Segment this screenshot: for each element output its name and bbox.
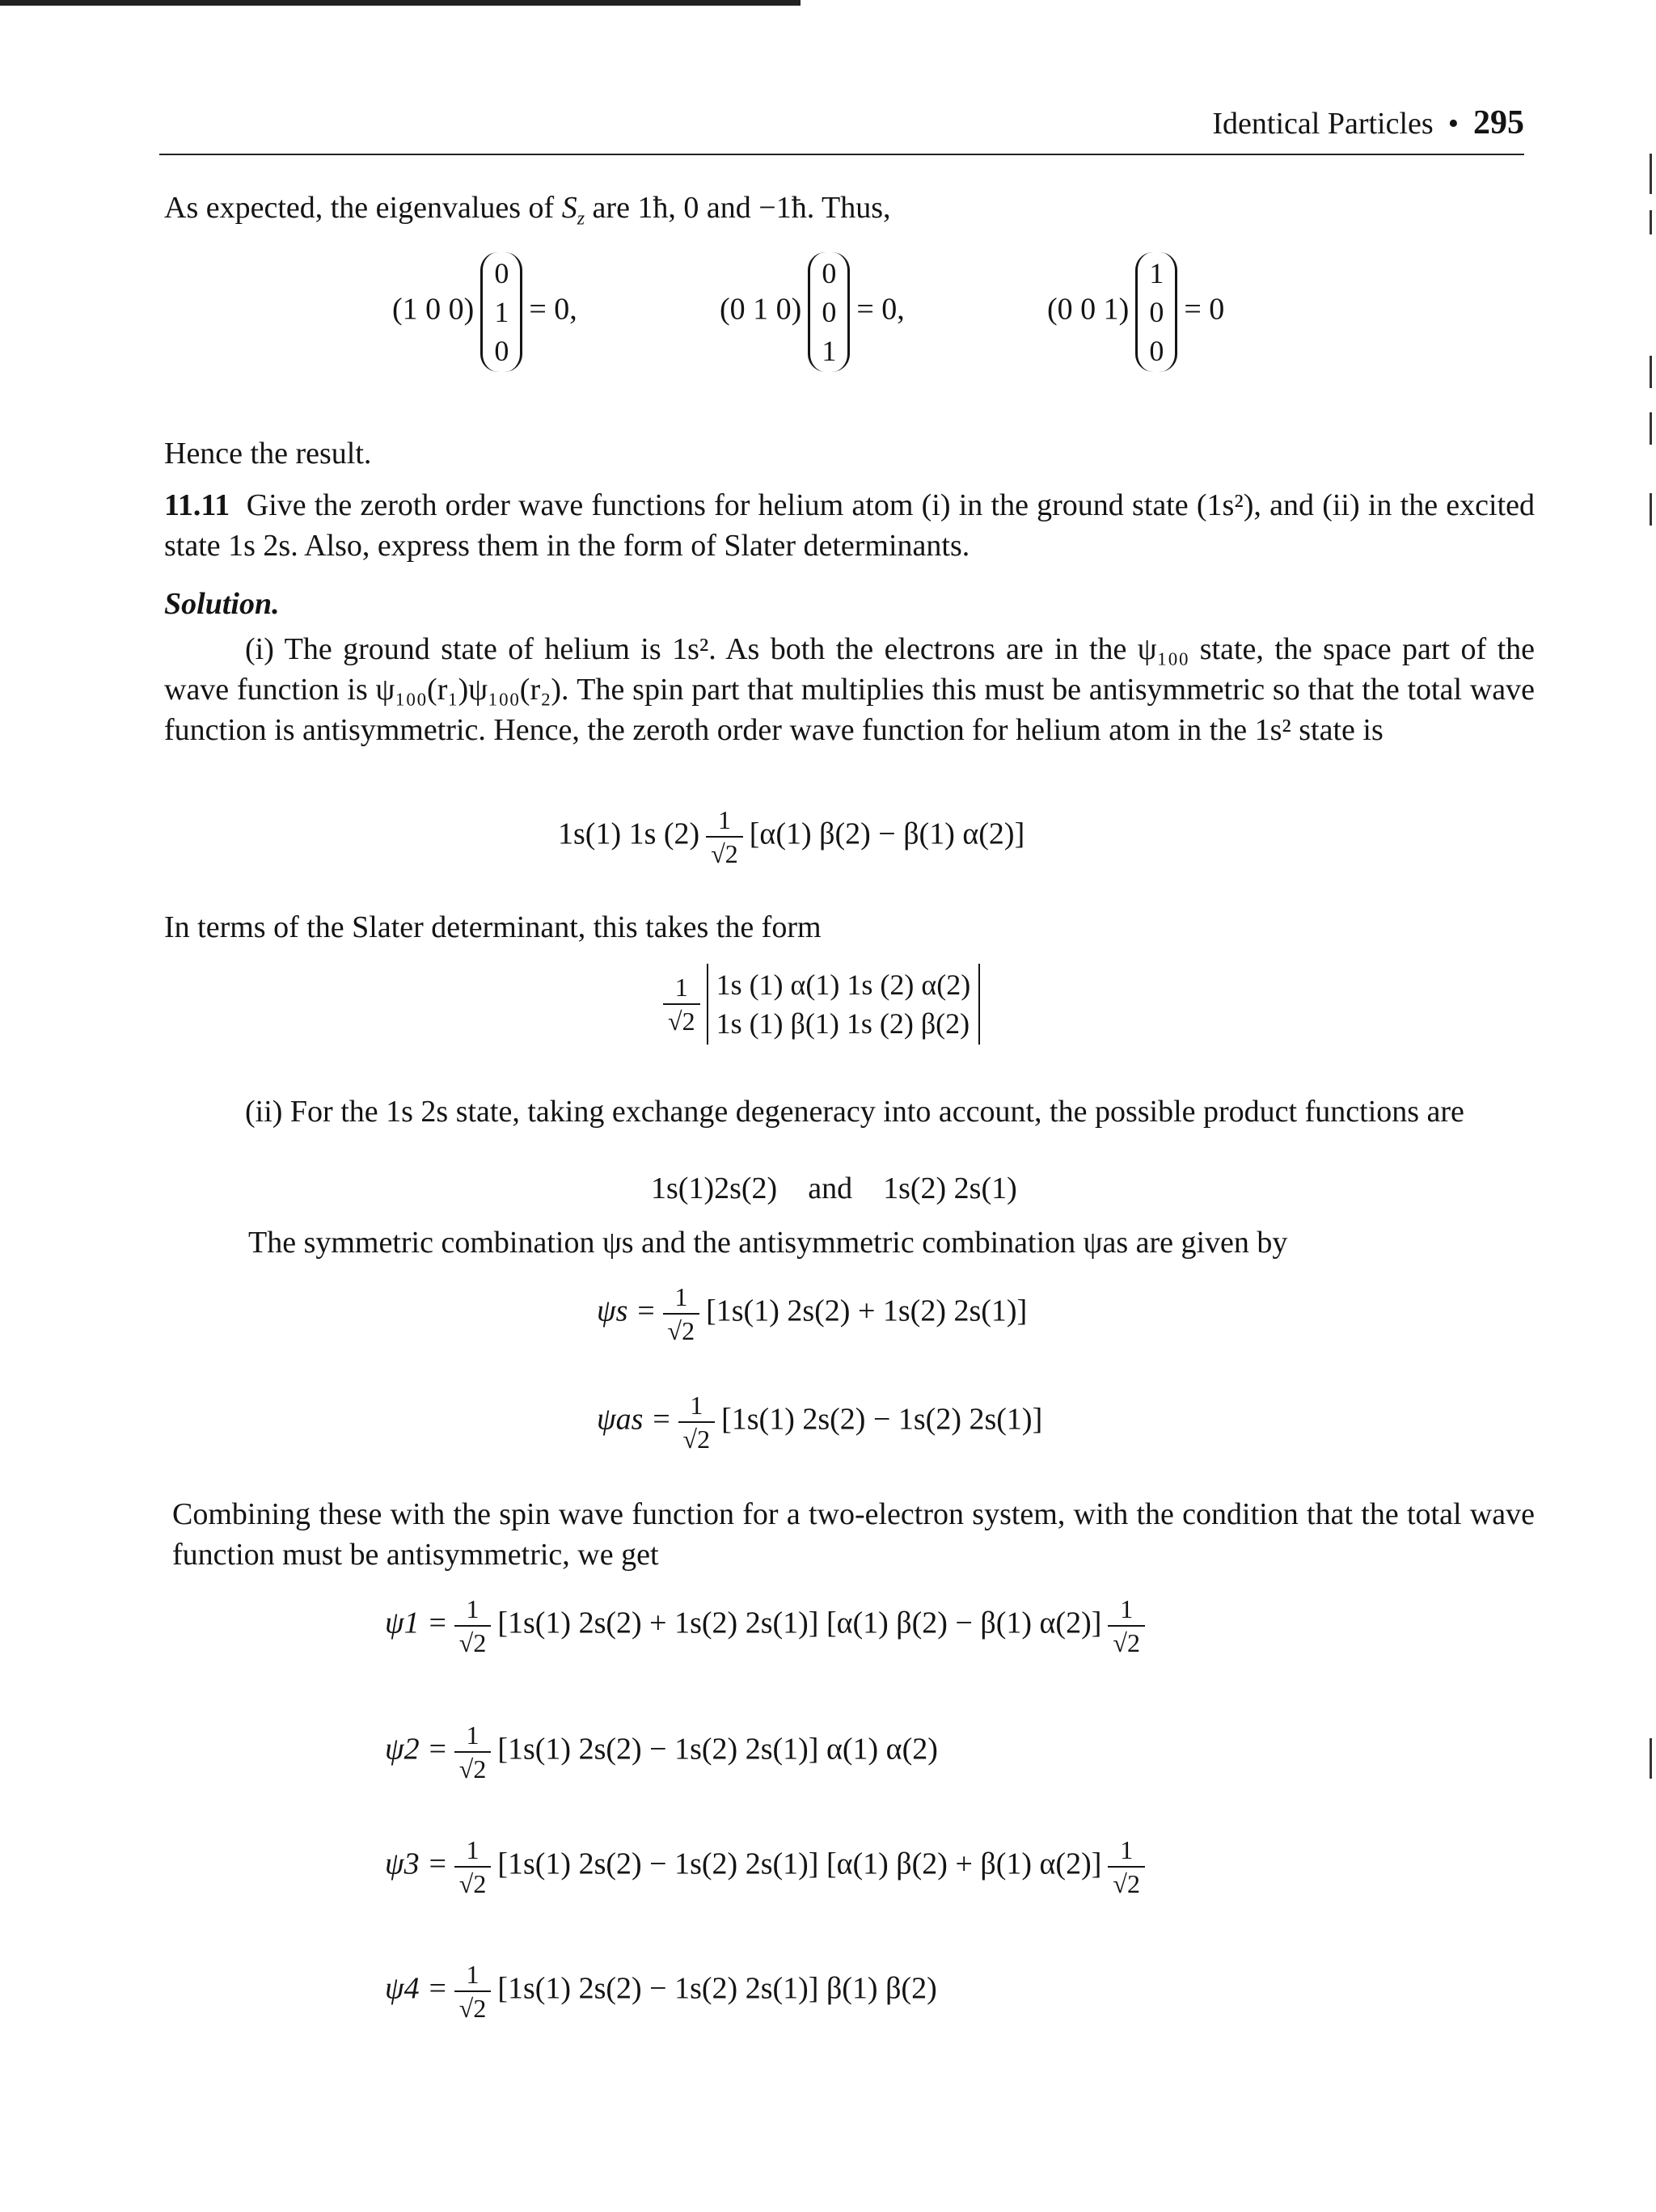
fraction: $\frac{1}{√2}$	[454, 1722, 492, 1782]
column-vector: 0 1 0	[480, 252, 522, 372]
scan-edge-mark	[1650, 412, 1652, 445]
equation-psi-2: ψ2 = $\frac{1}{√2}$ [1s(1) 2s(2) − 1s(2) 2s(1)] α(1) α(2)	[385, 1720, 938, 1784]
fraction: $\frac{1}{√2}$	[706, 807, 743, 867]
hence-line: Hence the result.	[164, 437, 372, 471]
problem-11-11	[164, 485, 1535, 566]
problem-text: Give the zeroth order wave functions for helium atom (i) in the ground state (1s²), and (ii) in the excited state 1s 2s. Also, express them in the form of Slater determinants.	[164, 488, 1535, 563]
slater-intro: In terms of the Slater determinant, this takes the form	[164, 910, 822, 944]
paragraph-excited-state: (ii) For the 1s 2s state, taking exchange degeneracy into account, the possible product functions are	[245, 1095, 1464, 1129]
determinant: 1s (1) α(1) 1s (2) α(2) 1s (1) β(1) 1s (2) β(2)	[707, 964, 981, 1045]
fraction: $\frac{1}{√2}$	[663, 974, 700, 1034]
equation-psi-3: ψ3 = $\frac{1}{√2}$ [1s(1) 2s(2) − 1s(2) 2s(1)] [α(1) β(2) + β(1) α(2)] $\frac{1}{√2}$	[385, 1837, 1151, 1897]
solution-label: Solution.	[164, 587, 280, 621]
matrix-product-3: (0 0 1) 1 0 0 = 0	[1047, 252, 1224, 372]
fraction: $\frac{1}{√2}$	[663, 1284, 700, 1344]
page-number: 295	[1473, 104, 1524, 141]
column-vector: 0 0 1	[808, 252, 850, 372]
scan-top-edge	[0, 0, 801, 6]
fraction: $\frac{1}{√2}$	[454, 1961, 492, 2021]
fraction: $\frac{1}{√2}$	[678, 1392, 716, 1452]
scan-edge-mark	[1650, 154, 1652, 194]
matrix-product-1: (1 0 0) 0 1 0 = 0,	[392, 252, 577, 372]
header-rule	[159, 154, 1524, 155]
paragraph-ground-state: (i) The ground state of helium is 1s². As both the electrons are in the ψ₁₀₀ state, the space part of the wave function is ψ₁₀₀(r₁)ψ₁₀₀(r₂). The spin part that multiplies this must be antisymmetric so that the total wave function is antisymmetric. Hence, the zeroth order wave function for helium atom in the 1s² state is	[164, 632, 1535, 747]
header-bullet: •	[1447, 107, 1459, 141]
running-header	[1212, 103, 1524, 142]
equation-ground-state: 1s(1) 1s (2) $\frac{1}{√2}$ [α(1) β(2) − β(1) α(2)]	[558, 805, 1025, 868]
equation-psi-s: ψs = $\frac{1}{√2}$ [1s(1) 2s(2) + 1s(2) 2s(1)]	[597, 1282, 1028, 1345]
scan-edge-mark	[1650, 210, 1652, 234]
scan-edge-mark	[1650, 493, 1652, 526]
scan-edge-mark	[1650, 356, 1652, 388]
fraction: $\frac{1}{√2}$	[454, 1837, 492, 1897]
matrix-product-2: (0 1 0) 0 0 1 = 0,	[720, 252, 905, 372]
intro-line: As expected, the eigenvalues of $S_z$ are 1ħ, 0 and −1ħ. Thus,	[164, 191, 891, 230]
scan-edge-mark	[1650, 1738, 1652, 1779]
equation-psi-1: ψ1 = $\frac{1}{√2}$ [1s(1) 2s(2) + 1s(2) 2s(1)] [α(1) β(2) − β(1) α(2)] $\frac{1}{√2}$	[385, 1596, 1151, 1656]
fraction: $\frac{1}{√2}$	[1108, 1837, 1145, 1897]
column-vector: 1 0 0	[1135, 252, 1177, 372]
fraction: $\frac{1}{√2}$	[454, 1596, 492, 1656]
symmetric-intro: The symmetric combination ψs and the antisymmetric combination ψas are given by	[248, 1226, 1288, 1260]
paragraph-combining: Combining these with the spin wave function for a two-electron system, with the condition that the total wave function must be antisymmetric, we get	[172, 1497, 1535, 1572]
product-functions: 1s(1)2s(2) and 1s(2) 2s(1)	[651, 1171, 1017, 1205]
equation-psi-4: ψ4 = $\frac{1}{√2}$ [1s(1) 2s(2) − 1s(2) 2s(1)] β(1) β(2)	[385, 1960, 937, 2023]
running-title: Identical Particles	[1212, 107, 1434, 141]
problem-number: 11.11	[164, 488, 230, 522]
fraction: $\frac{1}{√2}$	[1108, 1596, 1145, 1656]
equation-psi-as: ψas = $\frac{1}{√2}$ [1s(1) 2s(2) − 1s(2) 2s(1)]	[597, 1391, 1043, 1454]
slater-determinant-ground	[657, 964, 980, 1045]
